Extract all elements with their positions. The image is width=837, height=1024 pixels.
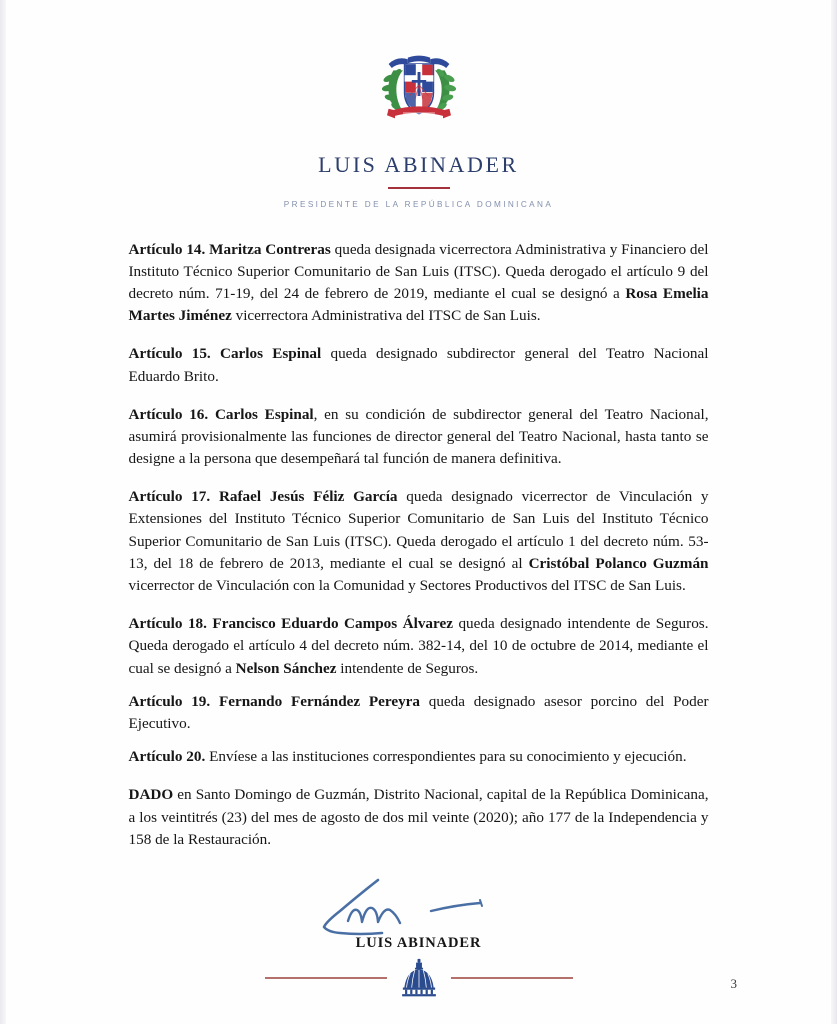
signature-block — [129, 877, 709, 952]
article-16 — [129, 404, 709, 471]
article-20-body-1: Envíese a las instituciones correspondientes para su conocimiento y ejecución. — [205, 748, 687, 766]
article-14-subject: Maritza Contreras — [209, 240, 331, 258]
article-18-body-1: queda designado intendente de Seguros. Queda derogado el artículo 4 del decreto núm. 382-14, del 10 de octubre de 2014, mediante el cual se designó a — [128, 615, 709, 677]
article-17-label: Artículo 17. — [128, 488, 211, 506]
footer-ornament — [12, 956, 825, 1000]
page-footer — [12, 952, 825, 1014]
article-16-subject: Carlos Espinal — [214, 405, 314, 423]
article-15 — [129, 343, 709, 387]
document-page — [6, 0, 831, 1024]
article-15-subject: Carlos Espinal — [219, 345, 322, 363]
article-20 — [129, 746, 709, 768]
article-15-label: Artículo 15. — [128, 345, 211, 363]
article-17-subject-2: Cristóbal Polanco Guzmán — [528, 554, 709, 572]
article-17 — [129, 486, 709, 597]
article-18 — [129, 613, 709, 680]
article-14-label: Artículo 14. — [128, 240, 206, 258]
page-right-edge — [831, 0, 837, 1024]
article-14-body-2: vicerrectora Administrativa del ITSC de San Luis. — [231, 307, 541, 325]
closing-text: en Santo Domingo de Guzmán, Distrito Nacional, capital de la República Dominicana, a los veintitrés (23) del mes de agosto de dos mil veinte (2020); año 177 de la Independencia y 158 de la Restauración. — [128, 786, 709, 848]
article-19-label: Artículo 19. — [128, 692, 211, 710]
article-18-body-2: intendente de Seguros. — [336, 659, 479, 677]
article-16-label: Artículo 16. — [128, 405, 209, 423]
dominican-republic-coat-of-arms-icon — [371, 40, 467, 136]
signature-name: LUIS ABINADER — [355, 934, 482, 951]
footer-rule-left — [265, 977, 387, 979]
article-15-body-1: queda designado subdirector general del Teatro Nacional Eduardo Brito. — [128, 345, 709, 385]
article-19-subject: Fernando Fernández Pereyra — [218, 692, 420, 710]
closing-label: DADO — [128, 786, 174, 804]
handwritten-signature-icon — [304, 877, 534, 939]
article-19 — [129, 691, 709, 735]
article-20-label: Artículo 20. — [128, 748, 206, 766]
letterhead-name: LUIS ABINADER — [318, 152, 519, 177]
page-number: 3 — [730, 976, 737, 991]
article-18-label: Artículo 18. — [128, 615, 207, 633]
article-17-body-2: vicerrector de Vinculación con la Comunidad y Sectores Productivos del ITSC de San Luis. — [128, 577, 686, 595]
article-18-subject-2: Nelson Sánchez — [235, 659, 337, 677]
article-14 — [129, 239, 709, 328]
article-17-body-1: queda designado vicerrector de Vinculación y Extensiones del Instituto Técnico Superior Comunitario de San Luis del Instituto Técnico Superior Comunitario de San Luis (ITSC). Queda derogado el artículo 1 del decreto núm. 53-13, del 18 de febrero de 2013, mediante el cual se designó al — [128, 488, 709, 572]
letterhead-subtitle: PRESIDENTE DE LA REPÚBLICA DOMINICANA — [283, 199, 554, 209]
footer-rule-right — [451, 977, 573, 979]
article-19-body-1: queda designado asesor porcino del Poder Ejecutivo. — [128, 692, 709, 732]
letterhead-divider — [388, 187, 450, 189]
article-16-body-1: , en su condición de subdirector general del Teatro Nacional, asumirá provisionalmente las funciones de director general del Teatro Nacional, hasta tanto se designe a la persona que desempeñará tal función de manera definitiva. — [128, 405, 709, 468]
letterhead — [6, 0, 831, 209]
article-17-subject: Rafael Jesús Féliz García — [218, 488, 398, 506]
article-18-subject: Francisco Eduardo Campos Álvarez — [212, 615, 453, 633]
closing-paragraph — [129, 784, 709, 851]
article-14-body-1: queda designada vicerrectora Administrativa y Financiero del Instituto Técnico Superior Comunitario de San Luis (ITSC). Queda derogado el artículo 9 del decreto núm. 71-19, del 24 de febrero de 2019, mediante el cual se designó a — [128, 240, 709, 302]
article-14-subject-2: Rosa Emelia Martes Jiménez — [128, 284, 709, 325]
national-palace-dome-icon — [397, 956, 441, 1000]
document-body — [129, 209, 709, 952]
